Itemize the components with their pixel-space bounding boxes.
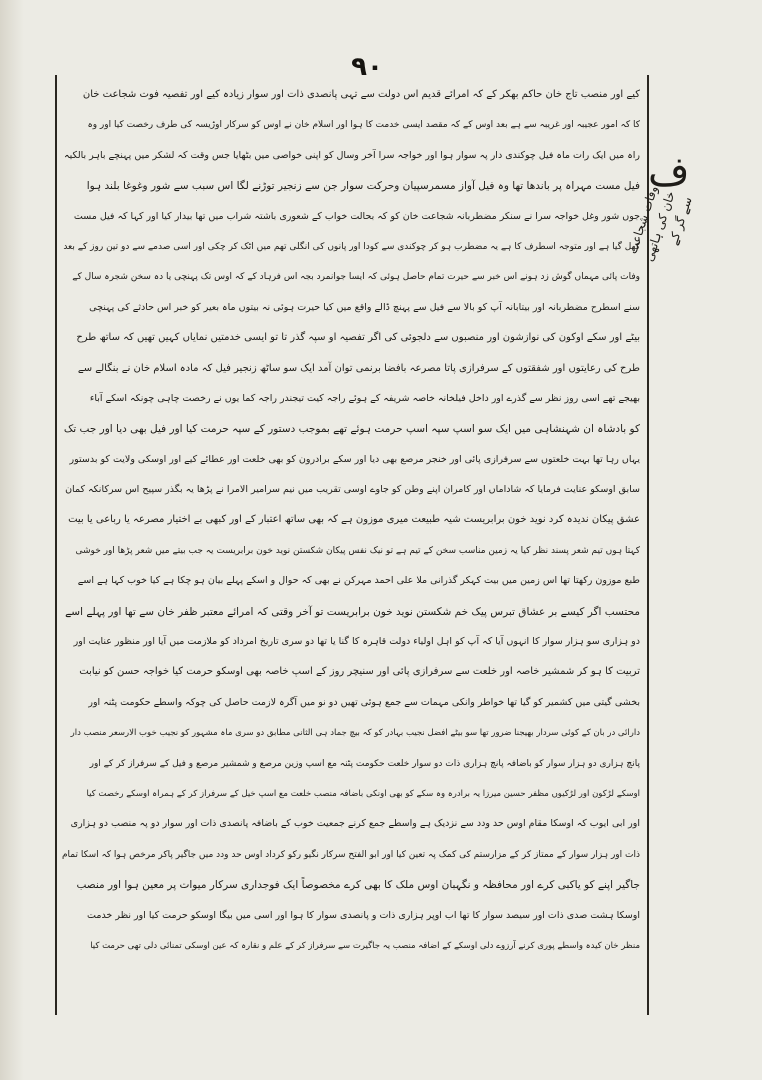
text-line: سنے اسطرح مضطربانہ اور بیتابانہ آپ کو بالا سے فیل سے پہنچ ڈالے واقع میں کیا حیرت ہوئی نہ بیتوں ماہ بعیر کو خبر اس حادثے کی پہنچی [89, 301, 640, 313]
page-number: ۹۰ [351, 52, 383, 82]
text-line: جاگیر اپنے کو یاکبی کرے اور محافظہ و نگہبان اوس ملک کا بھی کرے مخصوصاً ایک فوجداری سرکار میوات پر معین ہوا اور منصب [76, 879, 640, 892]
text-line: سابق اوسکو عنایت فرمایا کہ شاداماں اور کامران اپنے وطن کو جاوے اوسی تقریب میں نیم سرامیر الامرا نے پڑھا یہ بگذر سپیح اس سرکانکہ کمان [65, 484, 640, 496]
text-line: کا کہ امور عجیبہ اور غریبہ سے ہے بعد اوس کے کہ مقصد ایسی خدمت کا ہوا اور اسلام خان نے اوس کو سرکار اوڑیسہ کی طرف رخصت کیا اور وہ [87, 120, 640, 131]
text-line: طرح کی رعایتوں اور شفقتوں کے سرفرازی پاتا مصرعہ بافضا برنمی توان آمد ایک سو ساٹھ زنجیر فیل کہ مادہ اسلام خان نے بنگالے سے [77, 362, 640, 374]
text-line: بخشی گیتی میں کشمیر کو گیا تھا خواطر وانکی مہمات سے جمع ہوئی تھیں دو نو میں آگرہ لازمت حاصل کی چوکہ واسطے حکومت پٹنہ اور [88, 696, 640, 708]
text-line: دارائی در بان کے کوئی سردار بھیجنا ضرور تھا سو بیٹے افضل نجیب بہادر کو کہ بیچ جماد ہی الثانی مطابق دو سری ماہ مشہور کو نجیب خوب الارسعر منصب دار [70, 728, 640, 739]
text-line: عشق پیکان ندیدہ کرد نوید خون برابریست شیہ طبیعت میری موزون ہے کہ بھی ساتھ اعتبار کے اور کبھی بے اختیار مصرعہ یا رباعی یا بیت [68, 514, 640, 526]
text-line: جوں شور وغل خواجہ سرا نے سنکر مضطربانہ شجاعت خان کو کہ بحالت خواب کے شعوری باشتہ شراب میں تھا بیدار کیا اور کہا کہ فیل مست [73, 210, 640, 222]
text-line: بیٹے اور سکے اوکون کی نوازشون اور منصبوں سے دلجوئی کی اگر تفصیہ او سپہ گذر تا تو ایسی خدمتیں نمایاں کہیں تھیں کہ ساتھ طرح [76, 332, 640, 344]
margin-note: وفات شجاعت خان کی ہاتھی سے گر کے [625, 184, 695, 264]
page-spine-shadow [0, 0, 24, 1080]
text-line: محتسب اگر کیسے بر عشاق تبرس پیک خم شکستن نوید خون برابریست تو آخر وقتی کہ امرائے معتبر ظفر خان سے تھا اور پہلے اسے [65, 605, 640, 618]
text-line: اوسکا ہشت صدی ذات اور سیصد سوار کا تھا اب اوپر ہزاری ذات و پانصدی سوار کا ہوا اور اسی میں بیگا اوسکو حرمت کیا اور نظر خدمت [87, 909, 640, 921]
text-line: ذات اور ہزار سوار کے ممتاز کر کے مزارستم کی کمک پہ تعین کیا اور ابو الفتح سرکار نگیو رکو کرداد اوس حد ودد میں جاگیر پاکر مرخص ہوا کہ اسکا تمام [62, 849, 640, 860]
main-text-block [62, 80, 640, 1000]
text-line: تربیت کا ہو کر شمشیر خاصہ اور خلعت سے سرفرازی پائی اور سنیچر روز کے اسپ خاصہ بھی اوسکو حرمت کیا خواجہ حسن کو نیابت [79, 666, 640, 678]
text-line: راہ میں ایک رات ماہ فیل چوکندی دار پہ سوار ہوا اور خواجہ سرا آخر وسال کو اپنی خواصی میں بٹھایا جس وقت کہ لشکر میں پہنچے باہر بالکیہ [64, 149, 640, 161]
text-line: اور ابی ایوب کہ اوسکا مقام اوس حد ودد سے نزدیک ہے واسطے جمع کرنے جمعیت خوب کے باضافہ پانصدی ذات اور سوار دو پہ منصب دو ہزاری [70, 818, 640, 830]
text-line: دو ہزاری سو ہزار سوار کا انہوں آیا کہ آپ کو اہل اولیاء دولت قاہرہ کا گنا یا تھا دو سری تاریخ امرداد کو ملازمت میں آیا اور منظور عنایت اور [73, 636, 640, 648]
text-line: بھیجے تھے اسی روز نظر سے گذرے اور داخل فیلخانہ خاصہ شریفہ کے ہوئے راجہ کیت تیجندر راجہ کما یوں نے رخصت چاہی چونکہ اسکے آباء [89, 392, 640, 404]
text-line: فیل مست مہراہ پر باندھا تھا وہ فیل آواز مسمرسپیان وحرکت سوار جن سے زنجیر توڑنے لگا اس سبب سے شور وغوغا بلند ہوا [86, 180, 640, 193]
text-line: یہاں رہا تھا بہت خلعتوں سے سرفرازی پائی اور خنجر مرصع بھی دیا اور سکے برادرون کو بھی خلعت اور عطائے کیے اور اوسکی ولایت کو بدستور [69, 453, 640, 465]
text-line: کیے اور منصب تاج خان حاکم بھکر کے کہ امرائے قدیم اس دولت سے تہی پانصدی ذات اور سوار زیادہ کیے اور تفصیہ فوت شجاعت خان [82, 89, 640, 100]
text-line: کو بادشاہ ان شہنشاہی میں ایک سو اسپ سپہ اسپ حرمت ہوئے تھے بموجب دستور کے سپہ حرمت کیا اور فیل بھی دیا اور جب تک [63, 423, 640, 436]
text-line: کہتا ہوں تیم شعر پسند نظر کیا یہ زمین مناسب سخن کے تیم ہے تو نیک نفس پیکان شکستن نوید خون برابریست یہ جب بیتے میں شعر پڑھا اور خوشی [75, 545, 640, 556]
text-line: منظر خان کیدہ واسطے پوری کرنے آرزوے دلی اوسکے کے اضافہ منصب یہ جاگیرت سے سرفراز کر کے علم و نقارہ کہ عین اوسکی تمنائی دلی تھی حرمت کیا [90, 940, 640, 951]
text-line: اوسکے لڑکون اور لڑکیوں مظفر حسین میرزا یہ برادرہ وہ سکے کو بھی اونکی باضافہ منصب خلعت مع اسپ خیل کے سرفراز کر کے ہمراہ اوسکے رخصت کیا [86, 788, 640, 799]
text-line: طبع موزون رکھتا تھا اس زمین میں بیت کہکر گذرانی ملا علی احمد مہرکن نے بھی کہ حوال و اسکے پہلے بیان ہو چکا ہے کیا خوب کہا ہے اسے [77, 575, 640, 587]
text-line: پانچ ہزاری دو ہزار سوار کو باضافہ پانچ ہزاری ذات دو سوار خلعت حکومت پٹنہ مع اسپ وزین مرصع و شمشیر مرصع و فیل کے سرفراز کر کے اور [89, 758, 640, 769]
text-line: کھل گیا ہے اور متوجہ اسطرف کا ہے یہ مضطرب ہو کر چوکندی سے کودا اور پانوں کی انگلی تھم میں اٹک کر چکی اور اسی صدمے سے دو تین روز کے بعد [63, 241, 640, 252]
text-line: وفات پائی مہماں گوش زد ہونے اس خبر سے حیرت تمام حاصل ہوئی کہ ایسا جوانمرد بجہ اس فرہاد کے کہ اوس تک پہنچی یا دہ سخن شجرہ سال کے [72, 272, 640, 283]
margin-note-marker: ف [648, 149, 690, 195]
